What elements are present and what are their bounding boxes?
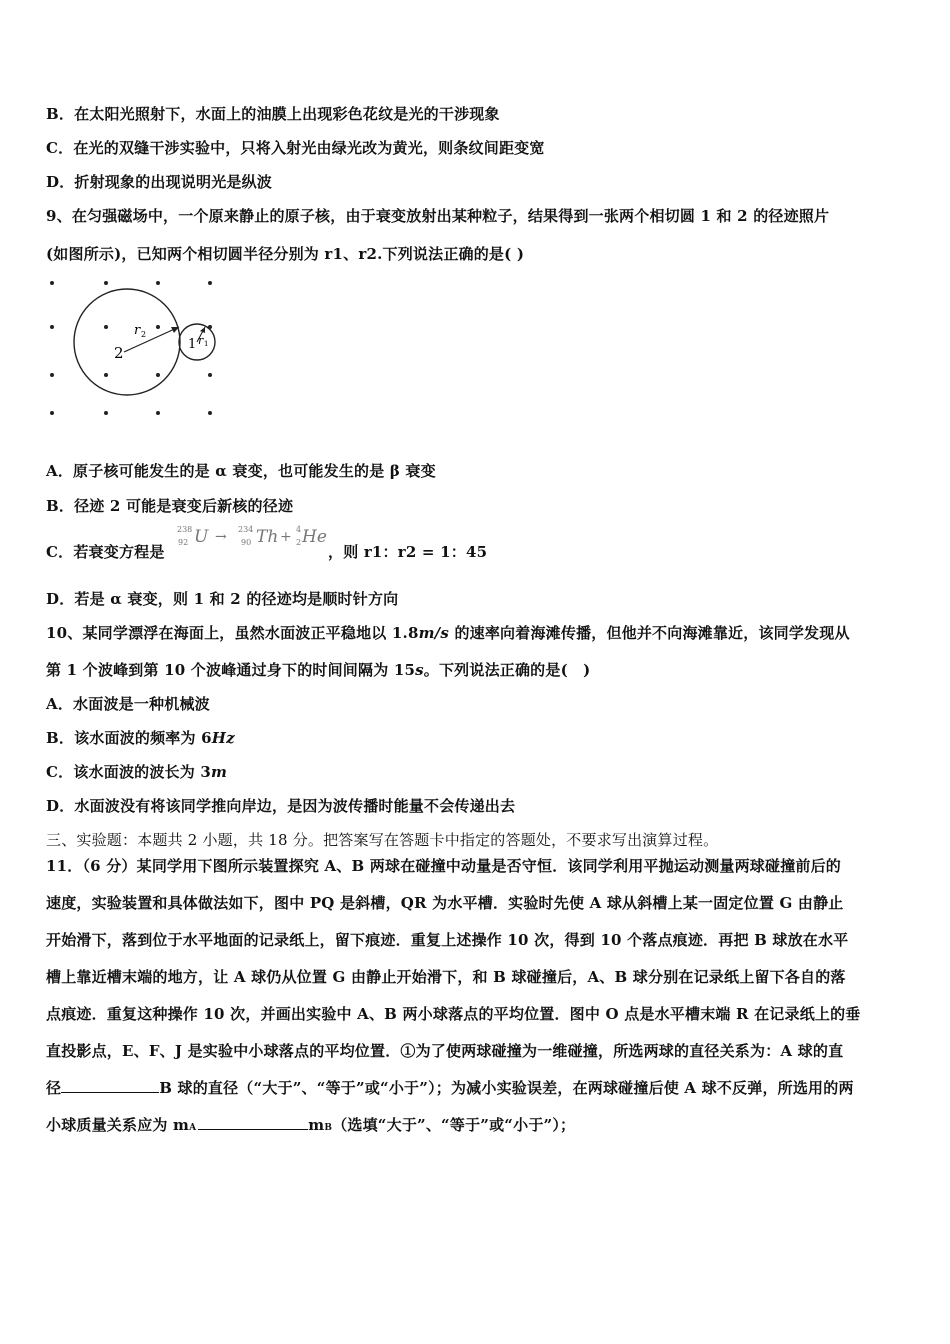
q10-option-d: D．水面波没有将该同学推向岸边，是因为波传播时能量不会传递出去 bbox=[46, 797, 516, 815]
q9-option-a: A．原子核可能发生的是 α 衰变，也可能发生的是 β 衰变 bbox=[46, 462, 436, 480]
q8-option-d: D．折射现象的出现说明光是纵波 bbox=[46, 173, 273, 191]
answer-blank-mass[interactable] bbox=[198, 1115, 308, 1130]
radius-r2-arrow bbox=[124, 327, 179, 352]
q10-stem-line1: 10、某同学漂浮在海面上，虽然水面波正平稳地以 1.8m/s 的速率向着海滩传播，但他并不向海滩靠近，该同学发现从 bbox=[46, 624, 850, 642]
q11-line2: 速度，实验装置和具体做法如下，图中 PQ 是斜槽，QR 为水平槽．实验时先使 A 球从斜槽上某一固定位置 G 由静止 bbox=[46, 894, 844, 912]
q10-option-a: A．水面波是一种机械波 bbox=[46, 695, 210, 713]
label-r2-sub: 2 bbox=[141, 330, 147, 339]
q9-option-d: D．若是 α 衰变，则 1 和 2 的径迹均是顺时针方向 bbox=[46, 590, 399, 608]
q8-option-c: C．在光的双缝干涉实验中，只将入射光由绿光改为黄光，则条纹间距变宽 bbox=[46, 139, 545, 157]
q9-option-c-ratio: ，则 r1：r2 = 1：45 bbox=[328, 543, 488, 561]
label-1: 1 bbox=[188, 337, 197, 352]
track-circle-2 bbox=[74, 289, 180, 395]
answer-blank-diameter[interactable] bbox=[61, 1078, 159, 1093]
label-r1-sub: 1 bbox=[204, 340, 209, 348]
decay-equation: 238 92 U → 234 90 Th + 4 2 He bbox=[177, 525, 327, 547]
label-r1: r bbox=[198, 334, 204, 347]
q10-stem-line2: 第 1 个波峰到第 10 个波峰通过身下的时间间隔为 15s。下列说法正确的是( ) bbox=[46, 661, 591, 679]
q8-option-b: B．在太阳光照射下，水面上的油膜上出现彩色花纹是光的干涉现象 bbox=[46, 105, 500, 123]
q9-stem-line1: 9、在匀强磁场中，一个原来静止的原子核，由于衰变放射出某种粒子，结果得到一张两个相切圆 1 和 2 的径迹照片 bbox=[46, 207, 830, 225]
q9-option-b: B．径迹 2 可能是衰变后新核的径迹 bbox=[46, 497, 294, 515]
q11-line1: 11．（6 分）某同学用下图所示装置探究 A、B 两球在碰撞中动量是否守恒．该同学利用平抛运动测量两球碰撞前后的 bbox=[46, 857, 841, 875]
q11-line3: 开始滑下，落到位于水平地面的记录纸上，留下痕迹．重复上述操作 10 次，得到 10 个落点痕迹．再把 B 球放在水平 bbox=[46, 931, 849, 949]
label-2: 2 bbox=[114, 344, 124, 362]
q9-option-c-prefix: C．若衰变方程是 bbox=[46, 543, 165, 561]
q11-line7: 径 B 球的直径（“大于”、“等于”或“小于”）；为减小实验误差，在两球碰撞后使 A 球不反弹，所选用的两 bbox=[46, 1079, 854, 1097]
label-r2: r bbox=[134, 323, 141, 338]
q10-option-b: B．该水面波的频率为 6Hz bbox=[46, 729, 235, 747]
q11-line8: 小球质量关系应为 mA mB（选填“大于”、“等于”或“小于”）； bbox=[46, 1116, 576, 1134]
q11-line4: 槽上靠近槽末端的地方，让 A 球仍从位置 G 由静止开始滑下，和 B 球碰撞后，A、B 球分别在记录纸上留下各自的落 bbox=[46, 968, 846, 986]
section-3-heading: 三、实验题：本题共 2 小题，共 18 分。把答案写在答题卡中指定的答题处，不要求写出演算过程。 bbox=[46, 831, 719, 849]
q9-stem-line2: (如图所示)，已知两个相切圆半径分别为 r1、r2.下列说法正确的是( ) bbox=[46, 245, 525, 263]
tangent-circles-figure bbox=[40, 272, 230, 422]
q11-line6: 直投影点，E、F、J 是实验中小球落点的平均位置．①为了使两球碰撞为一维碰撞，所选两球的直径关系为：A 球的直 bbox=[46, 1042, 844, 1060]
q11-line5: 点痕迹．重复这种操作 10 次，并画出实验中 A、B 两小球落点的平均位置．图中 O 点是水平槽末端 R 在记录纸上的垂 bbox=[46, 1005, 861, 1023]
q10-option-c: C．该水面波的波长为 3m bbox=[46, 763, 228, 781]
